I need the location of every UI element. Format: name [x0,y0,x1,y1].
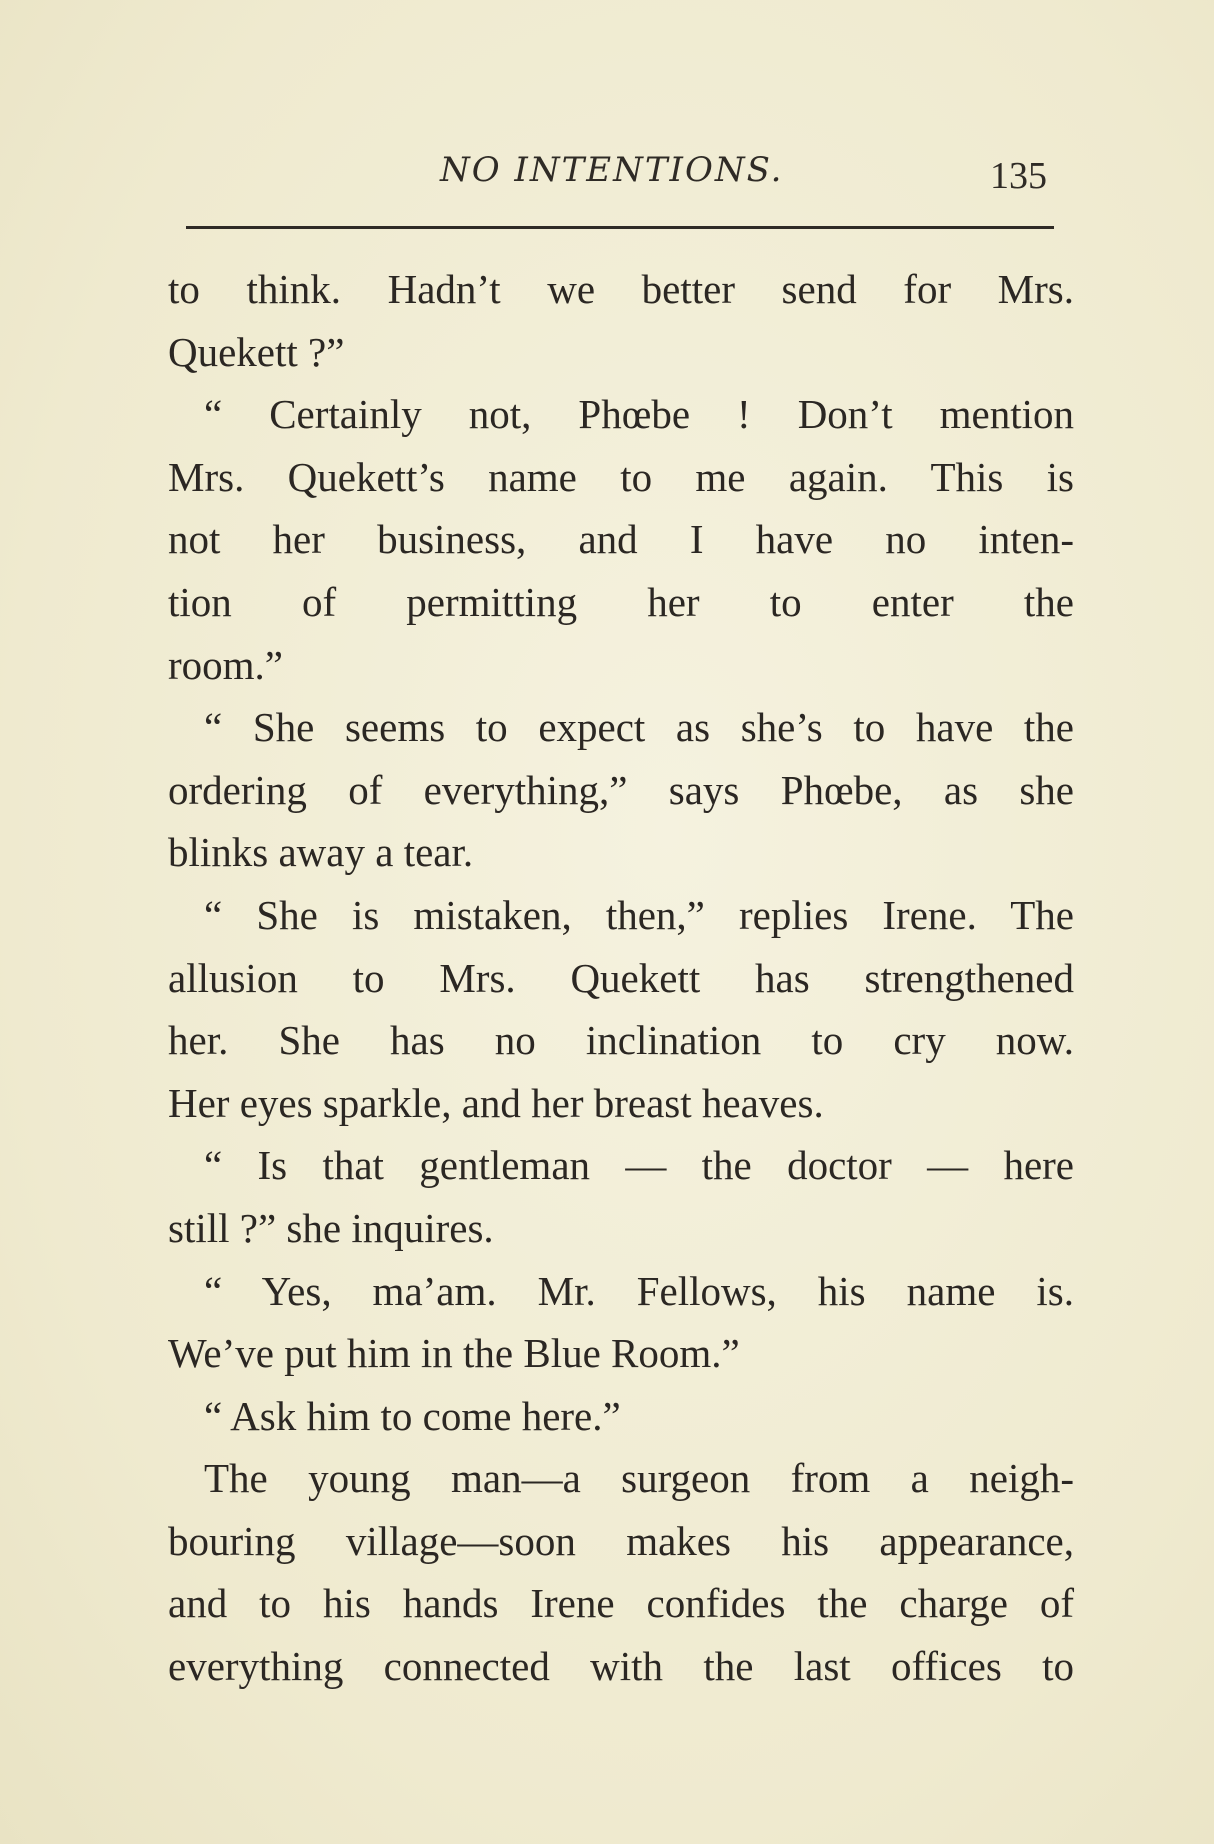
text-line: blinks away a tear. [168,829,474,876]
text-line: and to his hands Irene confides the charge of [168,1580,1074,1627]
running-head [0,150,1214,200]
page-number: 135 [990,155,1047,197]
text-line: everything connected with the last offices to [168,1643,1074,1690]
text-line: room.” [168,641,283,688]
text-line: “ Yes, ma’am. Mr. Fellows, his name is. [204,1267,1074,1314]
text-line: tion of permitting her to enter the [168,578,1074,625]
text-line: not her business, and I have no inten- [168,516,1074,563]
text-line: “ Is that gentleman — the doctor — here [204,1142,1074,1189]
text-line: Quekett ?” [168,328,345,375]
text-line: We’ve put him in the Blue Room.” [168,1330,740,1377]
header-rule [186,226,1054,229]
chapter-title: NO INTENTIONS. [440,150,784,190]
text-line: “ She is mistaken, then,” replies Irene. The [204,891,1074,938]
text-line: Mrs. Quekett’s name to me again. This is [168,453,1074,500]
text-line: ordering of everything,” says Phœbe, as she [168,766,1074,813]
body-text [168,258,1074,1698]
text-line: “ Ask him to come here.” [204,1392,621,1439]
text-line: bouring village—soon makes his appearance, [168,1517,1074,1564]
text-line: “ Certainly not, Phœbe ! Don’t mention [204,391,1074,438]
text-line: “ She seems to expect as she’s to have the [204,704,1074,751]
text-line: her. She has no inclination to cry now. [168,1017,1074,1064]
text-line: allusion to Mrs. Quekett has strengthened [168,954,1074,1001]
text-line: to think. Hadn’t we better send for Mrs. [168,266,1074,312]
text-line: Her eyes sparkle, and her breast heaves. [168,1079,824,1126]
text-line: The young man—a surgeon from a neigh- [204,1455,1074,1502]
text-line: still ?” she inquires. [168,1204,494,1251]
